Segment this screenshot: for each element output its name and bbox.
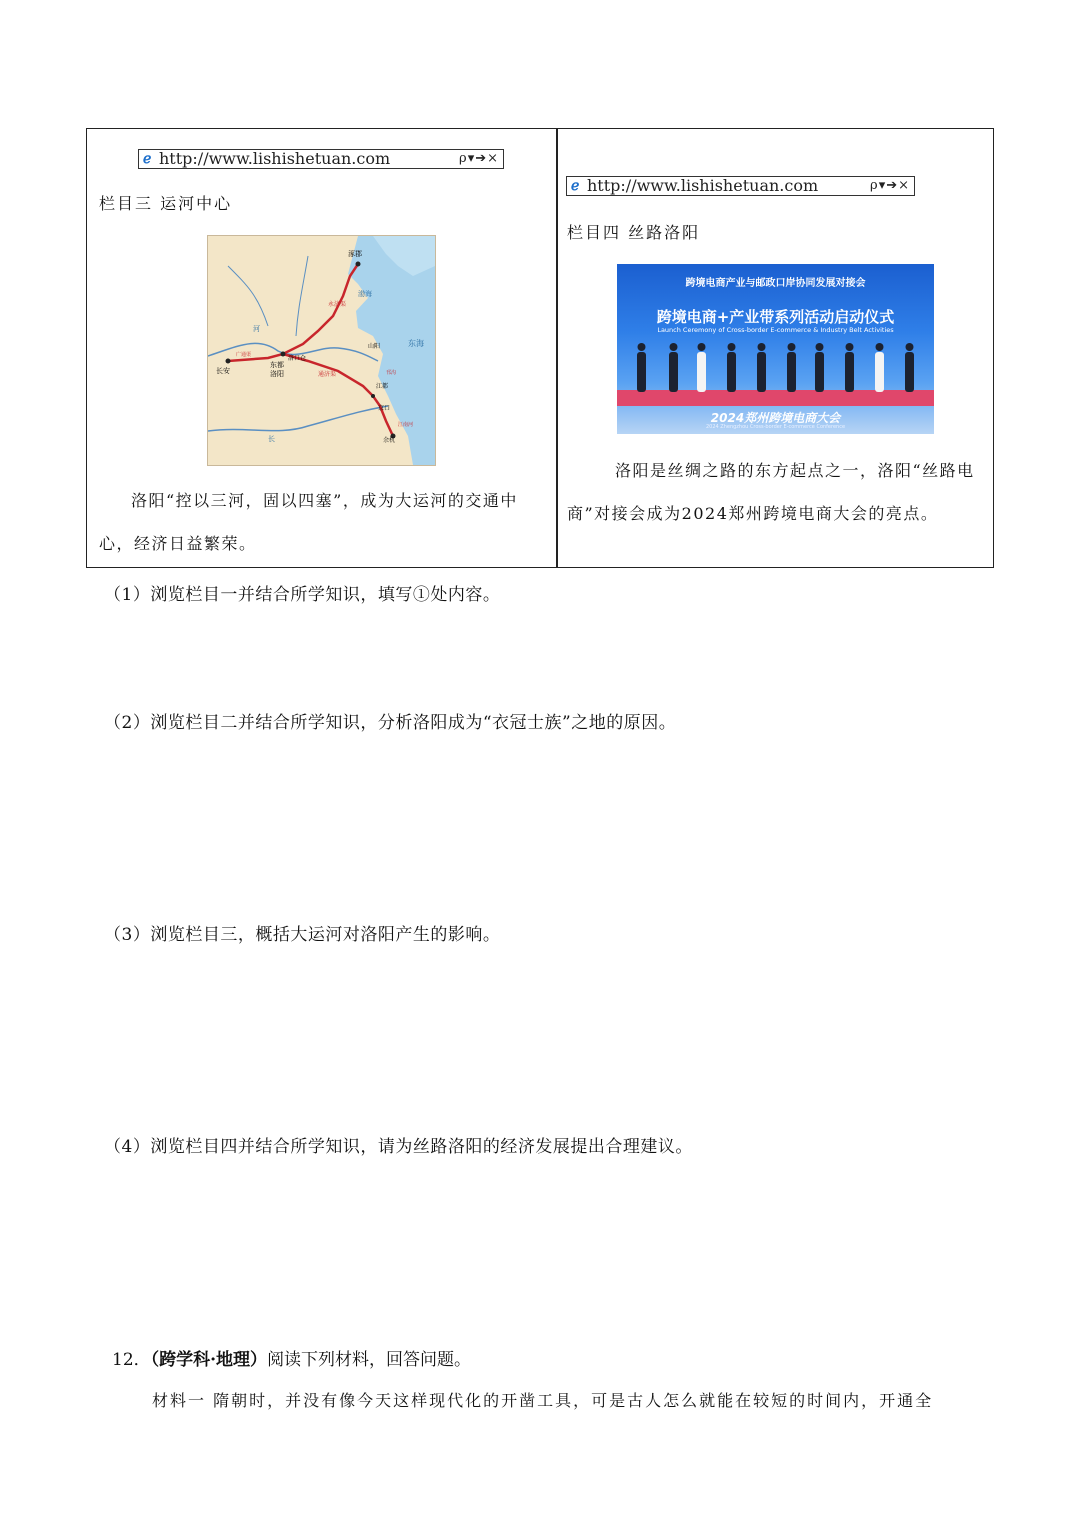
label-hangou: 邗沟	[386, 370, 397, 376]
address-bar[interactable]	[566, 176, 915, 196]
question-1: （1）浏览栏目一并结合所学知识，填写①处内容。	[104, 585, 501, 605]
label-donghai: 东海	[408, 339, 424, 348]
label-zhuojun: 涿郡	[348, 250, 362, 258]
column-title: 栏目三 运河中心	[99, 194, 233, 213]
photo-banner-top: 跨境电商产业与邮政口岸协同发展对接会	[685, 278, 866, 289]
label-luokoucang: 洛口仓	[288, 355, 307, 362]
label-jiangdu: 江都	[376, 383, 389, 390]
label-luoyang: 洛阳	[270, 370, 284, 378]
photo-banner-bottom-sub: 2024 Zhengzhou Cross-border E-commerce Conference	[705, 424, 846, 430]
label-huanghe: 河	[253, 325, 260, 333]
label-tongji: 通济渠	[318, 371, 337, 378]
yongji-canal	[228, 264, 358, 361]
question-3: （3）浏览栏目三，概括大运河对洛阳产生的影响。	[104, 925, 501, 945]
label-yuhang: 余杭	[383, 437, 396, 444]
label-dongdu: 东都	[270, 361, 284, 369]
grand-canal-map	[207, 235, 436, 466]
question-tag: （跨学科·地理）	[150, 1350, 268, 1370]
question-prompt: 阅读下列材料，回答问题。	[267, 1350, 472, 1370]
address-url: http://www.lishishetuan.com	[159, 149, 391, 168]
browser-tool-icons[interactable]: ρ▾➔×	[459, 151, 499, 166]
info-table	[86, 128, 994, 568]
question-2: （2）浏览栏目二并结合所学知识，分析洛阳成为“衣冠士族”之地的原因。	[104, 713, 677, 733]
column-four	[557, 129, 994, 567]
label-bohai: 渤海	[358, 290, 372, 298]
label-guangtong: 广通渠	[236, 352, 252, 358]
map-graphic	[208, 236, 435, 465]
photo-banner-title: 跨境电商+产业带系列活动启动仪式	[656, 308, 895, 326]
question-4: （4）浏览栏目四并结合所学知识，请为丝路洛阳的经济发展提出合理建议。	[104, 1137, 693, 1157]
browser-tool-icons[interactable]: ρ▾➔×	[870, 178, 910, 193]
label-shanyang: 山阳	[368, 343, 381, 350]
label-jiangnan: 江南河	[398, 422, 414, 428]
browser-e-icon: ℯ	[143, 151, 152, 167]
conference-photo	[617, 264, 934, 434]
label-changjiang: 长	[268, 435, 275, 443]
address-url: http://www.lishishetuan.com	[587, 176, 819, 195]
tongji-canal	[283, 354, 393, 436]
photo-banner-bottom: 2024郑州跨境电商大会	[710, 411, 841, 425]
question-number: 12．	[112, 1350, 151, 1370]
label-changan: 长安	[216, 367, 230, 375]
browser-e-icon: ℯ	[571, 178, 580, 194]
question-12	[112, 1345, 471, 1370]
address-bar[interactable]	[138, 149, 504, 169]
material-one: 材料一 隋朝时，并没有像今天这样现代化的开凿工具，可是古人怎么就能在较短的时间内，开通全	[152, 1391, 934, 1410]
column-title: 栏目四 丝路洛阳	[567, 223, 701, 242]
photo-banner-subtitle: Launch Ceremony of Cross-border E-commerce & Industry Belt Activities	[657, 326, 894, 334]
label-jingkou: 京口	[378, 405, 391, 412]
column-text: 洛阳“控以三河，固以四塞”，成为大运河的交通中心，经济日益繁荣。	[99, 491, 518, 553]
yangtze-river	[208, 405, 391, 431]
column-text: 洛阳是丝绸之路的东方起点之一，洛阳“丝路电商”对接会成为2024郑州跨境电商大会的亮点。	[567, 461, 975, 523]
label-yongji: 永济渠	[328, 301, 347, 308]
